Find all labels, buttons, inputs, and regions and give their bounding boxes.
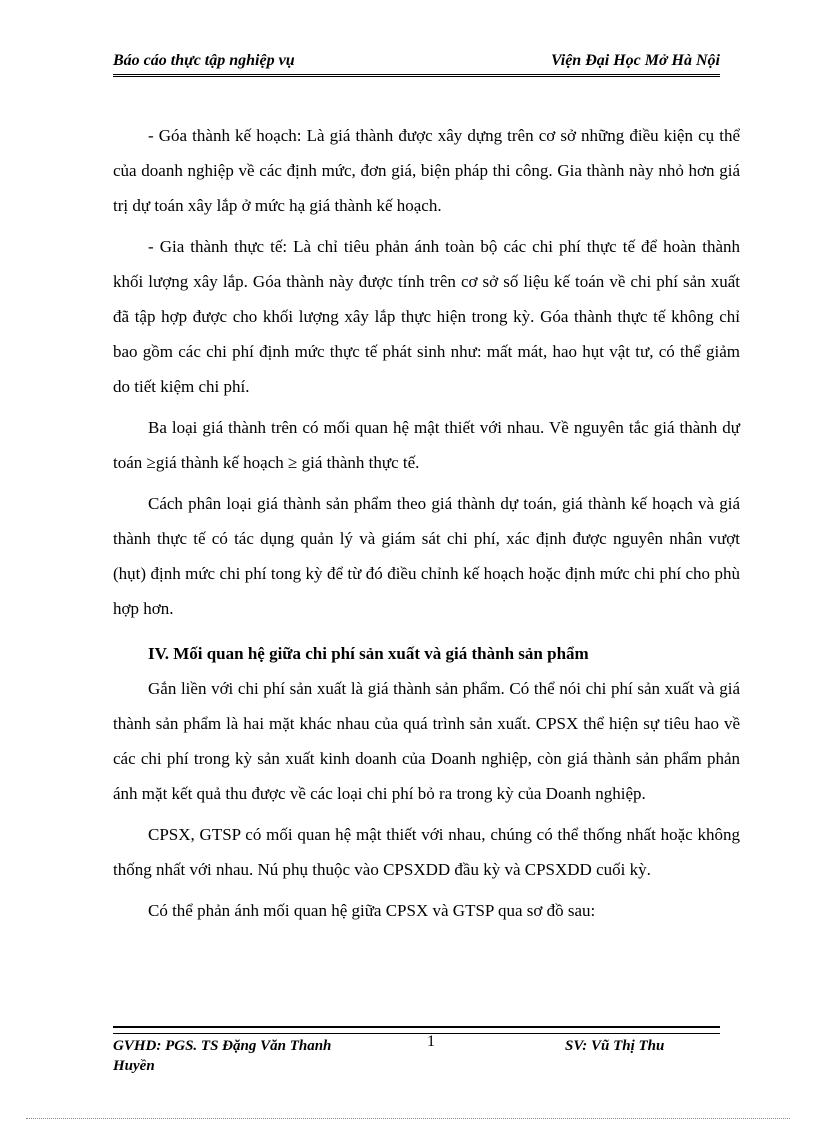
paragraph-planned-cost: - Góa thành kế hoạch: Là giá thành được xây dựng trên cơ sở những điều kiện cụ thể của doanh nghiệp về các định mức, đơn giá, biện pháp thi công. Gia thành này nhỏ hơn giá trị dự toán xây lắp ở mức hạ giá thành kế hoạch.: [113, 126, 740, 215]
paragraph-actual-cost: - Gia thành thực tế: Là chỉ tiêu phản ánh toàn bộ các chi phí thực tế để hoàn thành khối lượng xây lắp. Góa thành này được tính trên cơ sở số liệu kế toán về chi phí sản xuất đã tập hợp được cho khối lượng xây lắp thực hiện trong kỳ. Góa thành thực tế không chỉ bao gồm các chi phí định mức thực tế phát sinh như: mất mát, hao hụt vật tư, có thể giảm do tiết kiệm chi phí.: [113, 237, 740, 396]
header-left-title: Báo cáo thực tập nghiệp vụ: [113, 52, 295, 69]
footer-rule: [113, 1026, 720, 1034]
paragraph-diagram-intro: Có thể phản ánh mối quan hệ giữa CPSX và GTSP qua sơ đồ sau:: [148, 901, 596, 920]
footer-student: SV: Vũ Thị Thu: [565, 1038, 665, 1054]
page-footer: [113, 1033, 720, 1076]
header-rule: [113, 74, 720, 77]
paragraph-classification: Cách phân loại giá thành sản phẩm theo giá thành dự toán, giá thành kế hoạch và giá thành thực tế có tác dụng quản lý và giám sát chi phí, xác định được nguyên nhân vượt (hụt) định mức chi phí tong kỳ để từ đó điều chỉnh kế hoạch hoặc định mức chi phí cho phù hợp hơn.: [113, 494, 740, 618]
header-right-title: Viện Đại Học Mở Hà Nội: [550, 52, 720, 69]
section-heading: IV. Mối quan hệ giữa chi phí sản xuất và giá thành sản phẩm: [148, 644, 589, 663]
page-number: 1: [427, 1033, 435, 1050]
paragraph-cost-relation: Ba loại giá thành trên có mối quan hệ mật thiết với nhau. Về nguyên tắc giá thành dự toán ≥giá thành kế hoạch ≥ giá thành thực tế.: [113, 418, 740, 472]
page-bottom-border: [26, 1118, 790, 1119]
paragraph-cpsx-gtsp: CPSX, GTSP có mối quan hệ mật thiết với nhau, chúng có thể thống nhất hoặc không thống nhất với nhau. Nú phụ thuộc vào CPSXDD đầu kỳ và CPSXDD cuối kỳ.: [113, 825, 740, 879]
footer-supervisor: GVHD: PGS. TS Đặng Văn Thanh Huyền: [113, 1038, 332, 1074]
paragraph-production-cost: Gắn liền với chi phí sản xuất là giá thành sản phẩm. Có thể nói chi phí sản xuất và giá thành sản phẩm là hai mặt khác nhau của quá trình sản xuất. CPSX thể hiện sự tiêu hao về các chi phí trong kỳ sản xuất kinh doanh của Doanh nghiệp, còn giá thành sản phẩm phản ánh mặt kết quả thu được về các loại chi phí bỏ ra trong kỳ của Doanh nghiệp.: [113, 679, 740, 803]
page-body: [113, 118, 740, 928]
